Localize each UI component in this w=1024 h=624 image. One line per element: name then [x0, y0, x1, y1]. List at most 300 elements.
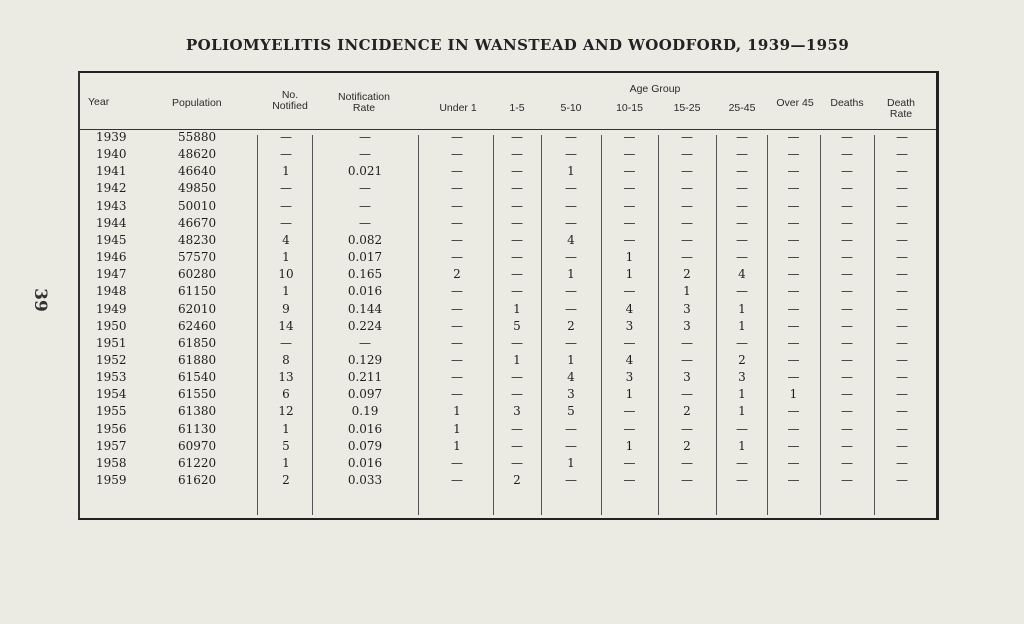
cell-age-15-25: — — [681, 164, 693, 179]
cell-notified: — — [280, 335, 292, 350]
header-age-15-25: 15-25 — [673, 102, 701, 114]
cell-age-10-15: 4 — [625, 301, 634, 316]
cell-age-1-5: 1 — [513, 301, 521, 316]
cell-rate: — — [359, 147, 371, 162]
cell-notified: 1 — [282, 421, 290, 436]
cell-deaths: — — [841, 130, 853, 144]
cell-death-rate: — — [896, 473, 908, 487]
cell-deaths: — — [841, 335, 853, 350]
cell-rate: 0.211 — [347, 370, 383, 385]
cell-over-45: 1 — [789, 387, 798, 402]
cell-year: 1958 — [96, 455, 127, 470]
column-divider — [541, 135, 542, 515]
cell-under-1: — — [451, 130, 463, 144]
cell-age-15-25: 1 — [683, 284, 691, 299]
header-notified-line2: Notified — [272, 100, 308, 112]
cell-age-15-25: 3 — [683, 301, 691, 316]
cell-age-25-45: 1 — [738, 438, 746, 453]
cell-age-1-5: — — [511, 455, 523, 470]
cell-age-1-5: — — [511, 232, 523, 247]
cell-age-5-10: — — [565, 473, 577, 487]
cell-age-1-5: 3 — [513, 404, 521, 419]
cell-age-1-5: — — [511, 147, 523, 162]
cell-year: 1939 — [96, 130, 127, 144]
cell-age-15-25: 3 — [683, 318, 691, 333]
cell-under-1: — — [451, 198, 463, 213]
header-notified-line1: No. — [281, 89, 299, 101]
cell-under-1: — — [451, 164, 463, 179]
cell-population: 61540 — [178, 370, 217, 385]
cell-population: 48620 — [178, 147, 217, 162]
cell-age-25-45: — — [736, 250, 748, 265]
cell-age-15-25: 3 — [683, 370, 691, 385]
cell-under-1: — — [451, 473, 463, 487]
cell-year: 1942 — [96, 181, 127, 196]
cell-age-10-15: — — [623, 215, 636, 230]
cell-deaths: — — [841, 387, 853, 402]
cell-population: 61150 — [178, 284, 217, 299]
cell-rate: 0.224 — [347, 318, 383, 333]
cell-notified: 1 — [282, 455, 290, 470]
cell-age-10-15: 1 — [625, 267, 634, 282]
cell-population: 61550 — [178, 387, 217, 402]
cell-population: 48230 — [178, 232, 217, 247]
cell-under-1: — — [451, 335, 463, 350]
cell-deaths: — — [841, 250, 853, 265]
cell-age-5-10: 2 — [567, 318, 575, 333]
cell-age-15-25: — — [681, 215, 693, 230]
cell-death-rate: — — [896, 198, 908, 213]
cell-age-1-5: — — [511, 370, 523, 385]
cell-year: 1954 — [96, 387, 127, 402]
cell-rate: — — [359, 198, 371, 213]
cell-notified: 1 — [282, 164, 290, 179]
cell-over-45: — — [787, 130, 800, 144]
cell-under-1: — — [451, 181, 463, 196]
cell-age-15-25: — — [681, 130, 693, 144]
cell-age-15-25: — — [681, 147, 693, 162]
cell-over-45: — — [787, 370, 800, 385]
cell-age-25-45: — — [736, 181, 748, 196]
cell-notified: 14 — [278, 318, 294, 333]
cell-age-15-25: — — [681, 335, 693, 350]
cell-notified: — — [280, 198, 292, 213]
cell-age-10-15: — — [623, 455, 636, 470]
cell-age-10-15: 1 — [625, 387, 634, 402]
cell-age-25-45: 1 — [738, 301, 746, 316]
header-death-rate-line2: Rate — [889, 108, 913, 120]
cell-age-5-10: — — [565, 130, 577, 144]
cell-year: 1948 — [96, 284, 127, 299]
cell-under-1: — — [451, 318, 463, 333]
cell-population: 61380 — [178, 404, 217, 419]
cell-under-1: 1 — [453, 404, 461, 419]
cell-notified: 5 — [282, 438, 290, 453]
cell-over-45: — — [787, 473, 800, 487]
header-age-over-45: Over 45 — [776, 97, 814, 109]
cell-death-rate: — — [896, 267, 908, 282]
cell-age-10-15: — — [623, 473, 636, 487]
cell-deaths: — — [841, 147, 853, 162]
cell-deaths: — — [841, 473, 853, 487]
cell-death-rate: — — [896, 455, 908, 470]
cell-deaths: — — [841, 267, 853, 282]
cell-death-rate: — — [896, 232, 908, 247]
cell-notified: 10 — [278, 267, 294, 282]
cell-age-1-5: 5 — [513, 318, 521, 333]
cell-population: 61130 — [178, 421, 217, 436]
header-age-1-5: 1-5 — [509, 102, 525, 114]
cell-age-15-25: 2 — [683, 404, 691, 419]
cell-death-rate: — — [896, 421, 908, 436]
cell-age-10-15: — — [623, 147, 636, 162]
cell-under-1: — — [451, 352, 463, 367]
cell-over-45: — — [787, 318, 800, 333]
cell-year: 1944 — [96, 215, 127, 230]
cell-age-5-10: — — [565, 147, 577, 162]
cell-age-5-10: — — [565, 250, 577, 265]
page-number: 39 — [29, 288, 50, 312]
cell-death-rate: — — [896, 250, 908, 265]
cell-under-1: — — [451, 387, 463, 402]
column-divider — [601, 135, 602, 515]
cell-deaths: — — [841, 198, 853, 213]
cell-age-15-25: — — [681, 198, 693, 213]
cell-rate: 0.097 — [347, 387, 383, 402]
cell-rate: 0.082 — [347, 232, 383, 247]
cell-age-1-5: — — [511, 438, 523, 453]
cell-age-10-15: — — [623, 421, 636, 436]
cell-over-45: — — [787, 438, 800, 453]
cell-year: 1947 — [96, 267, 127, 282]
cell-over-45: — — [787, 301, 800, 316]
cell-age-25-45: — — [736, 455, 748, 470]
cell-population: 60970 — [178, 438, 217, 453]
cell-death-rate: — — [896, 387, 908, 402]
cell-notified: 6 — [282, 387, 290, 402]
cell-age-25-45: — — [736, 164, 748, 179]
cell-death-rate: — — [896, 335, 908, 350]
cell-population: 61220 — [178, 455, 217, 470]
cell-under-1: — — [451, 147, 463, 162]
cell-population: 61620 — [178, 473, 217, 487]
cell-age-5-10: 1 — [567, 267, 575, 282]
cell-population: 62460 — [178, 318, 217, 333]
cell-notified: — — [280, 147, 292, 162]
cell-age-5-10: — — [565, 284, 577, 299]
cell-age-25-45: — — [736, 335, 748, 350]
cell-death-rate: — — [896, 215, 908, 230]
cell-year: 1957 — [96, 438, 127, 453]
cell-deaths: — — [841, 215, 853, 230]
cell-age-25-45: — — [736, 215, 748, 230]
cell-year: 1946 — [96, 250, 127, 265]
cell-over-45: — — [787, 267, 800, 282]
column-divider — [874, 135, 875, 515]
cell-age-5-10: — — [565, 301, 577, 316]
cell-deaths: — — [841, 438, 853, 453]
cell-over-45: — — [787, 232, 800, 247]
cell-deaths: — — [841, 421, 853, 436]
column-divider — [257, 135, 258, 515]
cell-age-1-5: — — [511, 335, 523, 350]
cell-age-25-45: — — [736, 198, 748, 213]
cell-age-10-15: — — [623, 181, 636, 196]
header-deaths: Deaths — [830, 97, 864, 109]
cell-year: 1953 — [96, 370, 127, 385]
cell-deaths: — — [841, 284, 853, 299]
cell-age-1-5: — — [511, 387, 523, 402]
cell-age-1-5: — — [511, 250, 523, 265]
cell-notified: 1 — [282, 284, 290, 299]
cell-deaths: — — [841, 232, 853, 247]
cell-notified: 8 — [282, 352, 290, 367]
header-age-10-15: 10-15 — [616, 102, 643, 114]
cell-age-5-10: — — [565, 215, 577, 230]
cell-age-5-10: 1 — [567, 455, 575, 470]
cell-age-15-25: — — [681, 181, 693, 196]
column-divider — [820, 135, 821, 515]
cell-death-rate: — — [896, 147, 908, 162]
cell-age-25-45: — — [736, 421, 748, 436]
header-population: Population — [172, 97, 222, 109]
cell-under-1: — — [451, 284, 463, 299]
cell-over-45: — — [787, 164, 800, 179]
cell-age-10-15: 3 — [625, 318, 634, 333]
column-divider — [716, 135, 717, 515]
cell-age-15-25: — — [681, 250, 693, 265]
cell-death-rate: — — [896, 181, 908, 196]
cell-age-5-10: — — [565, 438, 577, 453]
cell-year: 1940 — [96, 147, 127, 162]
column-divider — [418, 135, 419, 515]
cell-notified: — — [280, 130, 292, 144]
cell-notified: 2 — [282, 473, 290, 487]
cell-notified: — — [280, 215, 292, 230]
cell-population: 62010 — [178, 301, 217, 316]
cell-age-10-15: 3 — [625, 370, 634, 385]
cell-over-45: — — [787, 250, 800, 265]
cell-over-45: — — [787, 215, 800, 230]
cell-age-1-5: — — [511, 267, 523, 282]
cell-age-25-45: — — [736, 130, 748, 144]
cell-age-25-45: — — [736, 473, 748, 487]
cell-age-5-10: — — [565, 198, 577, 213]
cell-age-1-5: — — [511, 164, 523, 179]
cell-rate: 0.021 — [347, 164, 383, 179]
cell-over-45: — — [787, 147, 800, 162]
cell-year: 1949 — [96, 301, 127, 316]
cell-rate: 0.19 — [351, 404, 379, 419]
cell-age-10-15: — — [623, 164, 636, 179]
cell-death-rate: — — [896, 370, 908, 385]
cell-under-1: — — [451, 301, 463, 316]
cell-age-10-15: — — [623, 284, 636, 299]
cell-age-15-25: — — [681, 455, 693, 470]
cell-over-45: — — [787, 181, 800, 196]
cell-age-5-10: 3 — [567, 387, 575, 402]
cell-age-5-10: — — [565, 421, 577, 436]
cell-population: 60280 — [178, 267, 217, 282]
header-year: Year — [88, 96, 110, 108]
cell-age-10-15: — — [623, 404, 636, 419]
cell-rate: 0.016 — [347, 455, 383, 470]
cell-deaths: — — [841, 370, 853, 385]
header-age-under-1: Under 1 — [439, 102, 477, 114]
cell-age-25-45: 1 — [738, 404, 746, 419]
cell-age-15-25: — — [681, 352, 693, 367]
cell-deaths: — — [841, 404, 853, 419]
header-age-5-10: 5-10 — [560, 102, 582, 114]
cell-year: 1950 — [96, 318, 127, 333]
cell-notified: — — [280, 181, 292, 196]
cell-rate: 0.016 — [347, 284, 383, 299]
cell-age-25-45: — — [736, 232, 748, 247]
cell-rate: — — [359, 335, 371, 350]
cell-under-1: — — [451, 250, 463, 265]
cell-age-1-5: 2 — [513, 473, 521, 487]
cell-deaths: — — [841, 352, 853, 367]
cell-rate: — — [359, 215, 371, 230]
cell-over-45: — — [787, 352, 800, 367]
cell-death-rate: — — [896, 164, 908, 179]
cell-age-5-10: 4 — [567, 370, 575, 385]
cell-death-rate: — — [896, 318, 908, 333]
cell-population: 55880 — [178, 130, 217, 144]
cell-deaths: — — [841, 318, 853, 333]
cell-year: 1955 — [96, 404, 127, 419]
cell-age-1-5: — — [511, 198, 523, 213]
cell-death-rate: — — [896, 438, 908, 453]
cell-under-1: — — [451, 370, 463, 385]
cell-age-25-45: 1 — [738, 318, 746, 333]
cell-rate: 0.144 — [347, 301, 383, 316]
cell-rate: — — [359, 181, 371, 196]
cell-year: 1941 — [96, 164, 127, 179]
column-divider — [493, 135, 494, 515]
cell-age-15-25: 2 — [683, 267, 691, 282]
cell-death-rate: — — [896, 284, 908, 299]
cell-rate: 0.016 — [347, 421, 383, 436]
cell-notified: 1 — [282, 250, 290, 265]
cell-age-25-45: 1 — [738, 387, 746, 402]
cell-age-1-5: 1 — [513, 352, 521, 367]
cell-age-10-15: 1 — [625, 438, 634, 453]
cell-age-5-10: 1 — [567, 352, 575, 367]
cell-over-45: — — [787, 284, 800, 299]
cell-under-1: 2 — [453, 267, 461, 282]
cell-age-10-15: — — [623, 335, 636, 350]
cell-population: 57570 — [178, 250, 217, 265]
cell-population: 61850 — [178, 335, 217, 350]
cell-rate: 0.033 — [347, 473, 383, 487]
cell-death-rate: — — [896, 301, 908, 316]
column-divider — [767, 135, 768, 515]
cell-rate: — — [359, 130, 371, 144]
cell-age-25-45: — — [736, 147, 748, 162]
cell-age-10-15: — — [623, 232, 636, 247]
cell-deaths: — — [841, 455, 853, 470]
cell-population: 50010 — [178, 198, 217, 213]
cell-year: 1952 — [96, 352, 127, 367]
cell-age-10-15: 1 — [625, 250, 634, 265]
cell-death-rate: — — [896, 352, 908, 367]
cell-age-1-5: — — [511, 284, 523, 299]
cell-age-1-5: — — [511, 215, 523, 230]
column-divider — [312, 135, 313, 515]
column-divider — [658, 135, 659, 515]
cell-age-15-25: — — [681, 387, 693, 402]
cell-rate: 0.017 — [347, 250, 383, 265]
cell-age-25-45: 4 — [738, 267, 746, 282]
cell-year: 1945 — [96, 232, 127, 247]
cell-age-10-15: — — [623, 198, 636, 213]
cell-notified: 12 — [278, 404, 294, 419]
cell-rate: 0.165 — [347, 267, 383, 282]
cell-year: 1959 — [96, 473, 127, 487]
header-rate-line2: Rate — [352, 102, 376, 114]
cell-age-15-25: — — [681, 232, 693, 247]
cell-age-15-25: 2 — [683, 438, 691, 453]
cell-age-5-10: 1 — [567, 164, 575, 179]
cell-age-25-45: — — [736, 284, 748, 299]
cell-under-1: 1 — [453, 438, 461, 453]
cell-under-1: — — [451, 215, 463, 230]
cell-population: 61880 — [178, 352, 217, 367]
cell-over-45: — — [787, 335, 800, 350]
cell-population: 49850 — [178, 181, 217, 196]
cell-under-1: 1 — [453, 421, 461, 436]
cell-year: 1943 — [96, 198, 127, 213]
cell-year: 1951 — [96, 335, 127, 350]
cell-notified: 9 — [282, 301, 290, 316]
cell-over-45: — — [787, 455, 800, 470]
header-age-25-45: 25-45 — [728, 102, 756, 114]
cell-deaths: — — [841, 301, 853, 316]
cell-year: 1956 — [96, 421, 127, 436]
cell-age-25-45: 2 — [738, 352, 746, 367]
cell-age-5-10: — — [565, 335, 577, 350]
cell-age-25-45: 3 — [738, 370, 746, 385]
cell-age-5-10: 5 — [567, 404, 575, 419]
header-age-group: Age Group — [629, 83, 681, 95]
cell-death-rate: — — [896, 130, 908, 144]
cell-age-1-5: — — [511, 181, 523, 196]
cell-age-1-5: — — [511, 421, 523, 436]
cell-deaths: — — [841, 164, 853, 179]
cell-notified: 13 — [278, 370, 294, 385]
cell-population: 46670 — [178, 215, 217, 230]
cell-death-rate: — — [896, 404, 908, 419]
cell-under-1: — — [451, 455, 463, 470]
table-title: POLIOMYELITIS INCIDENCE IN WANSTEAD AND WOODFORD, 1939—1959 — [186, 36, 850, 54]
cell-age-10-15: 4 — [625, 352, 634, 367]
cell-age-5-10: — — [565, 181, 577, 196]
cell-age-10-15: — — [623, 130, 636, 144]
header-rate-line1: Notification — [338, 91, 390, 103]
cell-over-45: — — [787, 404, 800, 419]
cell-under-1: — — [451, 232, 463, 247]
cell-age-15-25: — — [681, 421, 693, 436]
cell-over-45: — — [787, 421, 800, 436]
cell-notified: 4 — [282, 232, 290, 247]
cell-rate: 0.129 — [347, 352, 383, 367]
cell-age-1-5: — — [511, 130, 523, 144]
header-death-rate-line1: Death — [886, 97, 916, 109]
cell-age-5-10: 4 — [567, 232, 575, 247]
cell-population: 46640 — [178, 164, 217, 179]
cell-deaths: — — [841, 181, 853, 196]
